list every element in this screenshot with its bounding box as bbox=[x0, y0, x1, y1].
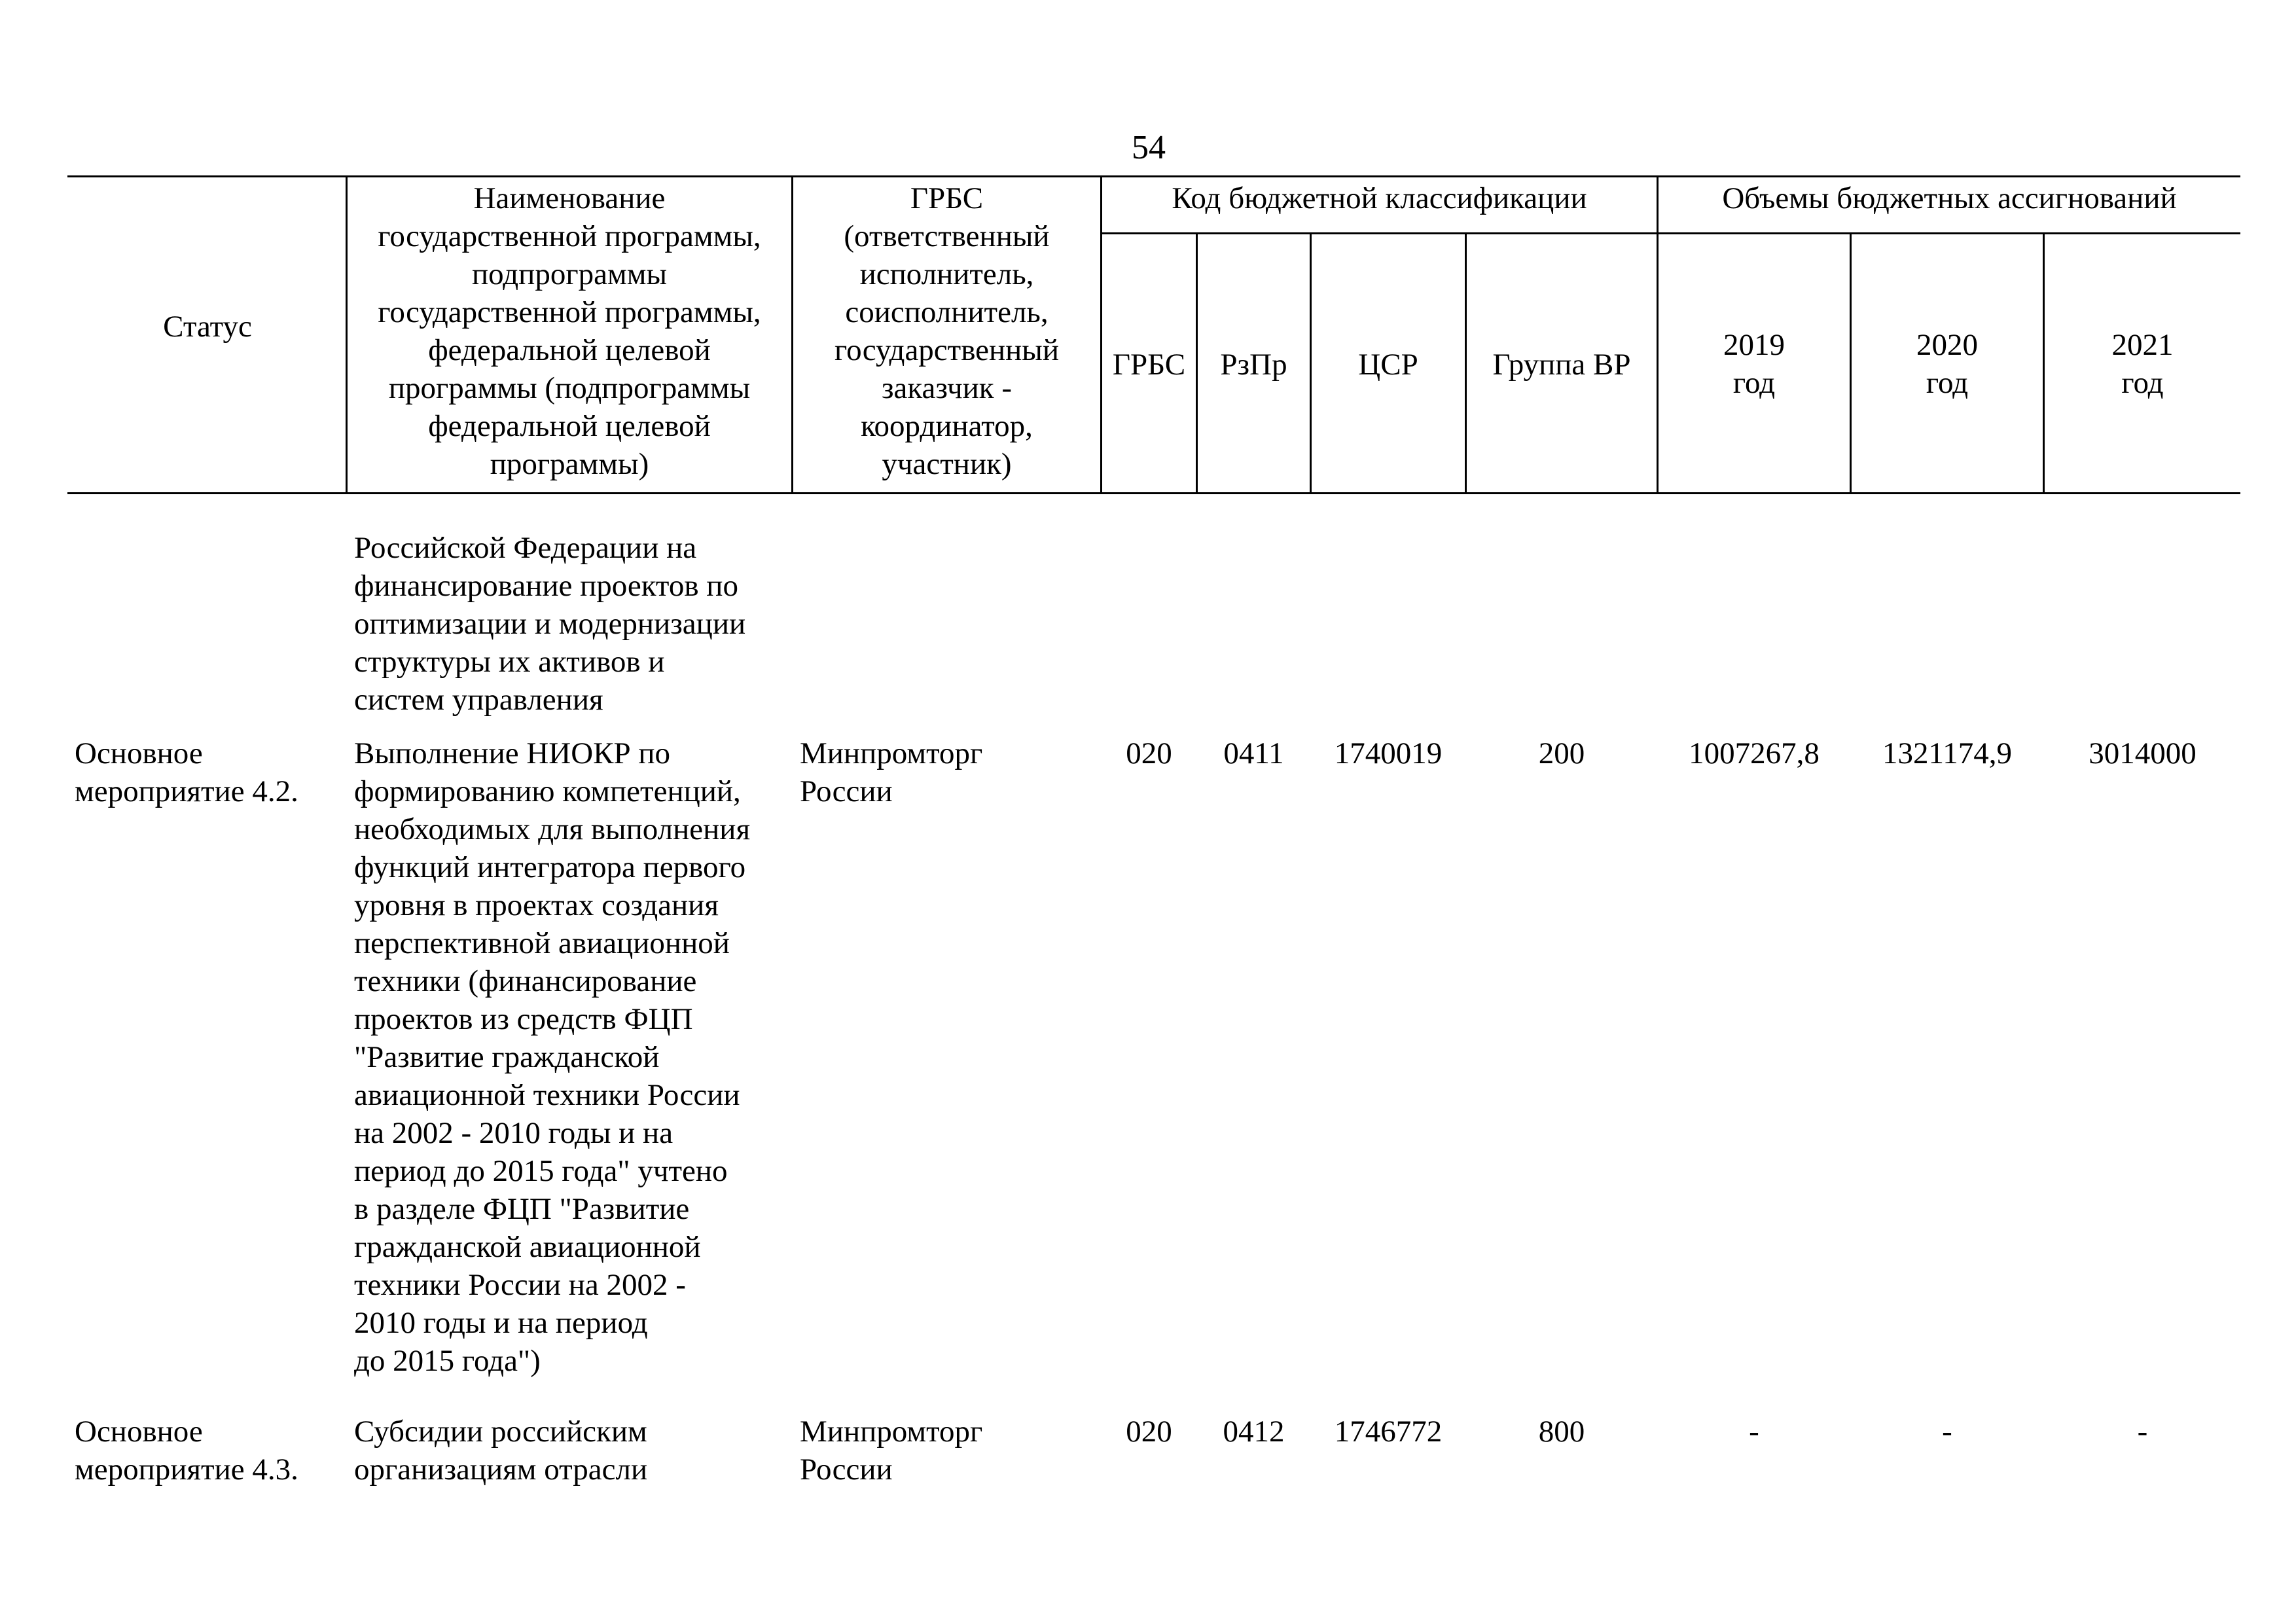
row-code-grbs: 020 bbox=[1126, 1415, 1172, 1449]
row-code-vr: 200 bbox=[1538, 736, 1585, 770]
header-program-name: Наименование государственной программы, подпрограммы государственной программы, федеральной целевой программы (подпрограммы федеральной целевой программы) bbox=[378, 181, 761, 481]
row-name: Выполнение НИОКР по формированию компетенций, необходимых для выполнения функций интегратора первого уровня в проектах создания перспективной авиационной техники (финансирование проектов из средств ФЦП "Развитие гражданской авиационной техники России на 2002 - 2010 годы и на период до 2015 года" учтено в разделе ФЦП "Развитие гражданской авиационной техники России на 2002 - 2010 годы и на период до 2015 года") bbox=[354, 736, 751, 1378]
header-allocations-group: Объемы бюджетных ассигнований bbox=[1722, 181, 2177, 215]
row-amount-2021: 3014000 bbox=[2089, 736, 2197, 770]
row-code-csr: 1740019 bbox=[1334, 736, 1443, 770]
header-code-csr: ЦСР bbox=[1358, 348, 1418, 382]
row-name: Субсидии российским организациям отрасли bbox=[354, 1415, 648, 1487]
row-amount-2020: - bbox=[1942, 1415, 1952, 1449]
row-code-csr: 1746772 bbox=[1334, 1415, 1443, 1449]
header-grbs-role: ГРБС (ответственный исполнитель, соисполнитель, государственный заказчик - координатор, участник) bbox=[834, 181, 1060, 481]
header-code-grbs: ГРБС bbox=[1112, 348, 1186, 382]
header-status: Статус bbox=[163, 310, 252, 344]
col-divider bbox=[1100, 175, 1102, 494]
header-code-rzpr: РзПр bbox=[1220, 348, 1287, 382]
header-top-rule bbox=[67, 175, 2240, 177]
row-grbs: Минпромторг России bbox=[800, 1415, 983, 1487]
row-code-grbs: 020 bbox=[1126, 736, 1172, 770]
row-amount-2020: 1321174,9 bbox=[1882, 736, 2012, 770]
header-code-vr: Группа ВР bbox=[1492, 348, 1631, 382]
header-year-2021: 2021 год bbox=[2111, 328, 2174, 400]
row-amount-2021: - bbox=[2137, 1415, 2148, 1449]
row-grbs: Минпромторг России bbox=[800, 736, 983, 808]
row-code-rzpr: 0411 bbox=[1223, 736, 1284, 770]
header-budget-code-group: Код бюджетной классификации bbox=[1172, 181, 1587, 215]
row-name: Российской Федерации на финансирование проектов по оптимизации и модернизации структуры их активов и систем управления bbox=[354, 531, 746, 717]
row-code-vr: 800 bbox=[1538, 1415, 1585, 1449]
header-year-2019: 2019 год bbox=[1723, 328, 1785, 400]
header-sub-rule bbox=[1102, 232, 2240, 234]
page-number: 54 bbox=[1132, 129, 1166, 166]
row-status: Основное мероприятие 4.2. bbox=[75, 736, 298, 808]
header-year-2020: 2020 год bbox=[1916, 328, 1978, 400]
header-bottom-rule bbox=[67, 492, 2240, 494]
row-status: Основное мероприятие 4.3. bbox=[75, 1415, 298, 1487]
row-amount-2019: - bbox=[1749, 1415, 1759, 1449]
row-code-rzpr: 0412 bbox=[1223, 1415, 1285, 1449]
row-amount-2019: 1007267,8 bbox=[1689, 736, 1820, 770]
